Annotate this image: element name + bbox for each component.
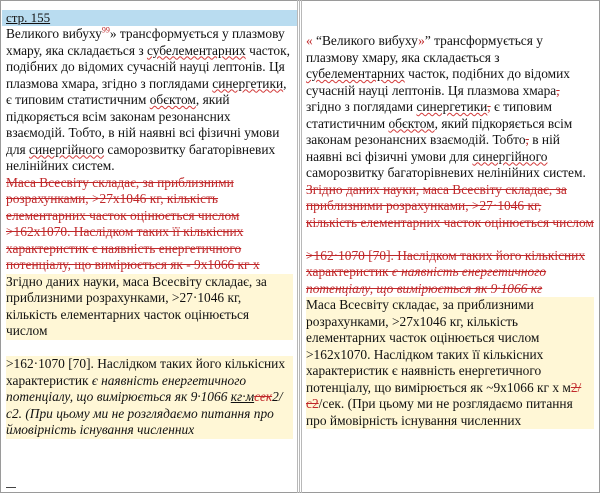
right-paragraph-2	[306, 297, 594, 429]
spellcheck-word[interactable]: синергійного	[472, 148, 548, 164]
deleted-run: ,	[525, 132, 529, 147]
page-label: стр. 155	[6, 10, 51, 25]
deleted-run: ,	[556, 82, 560, 98]
left-column	[2, 0, 297, 493]
inserted-mark: «	[306, 33, 313, 48]
text-run: Великого вибуху	[6, 26, 102, 41]
text-run: є типовим статистичним	[306, 99, 552, 131]
right-deleted-paragraph-1: Згідно даних науки, маса Всесвіту складає, за приблизними розрахунками, >27·1046 кг, кількість елементарних часток оцінюється числом	[306, 181, 594, 230]
blank-line	[6, 340, 293, 357]
right-paragraph-1	[306, 33, 594, 182]
spellcheck-word[interactable]: субелементарних	[306, 66, 405, 81]
text-run: саморозвитку багаторівневих нелінійних систем.	[6, 141, 276, 173]
section-end-mark	[6, 487, 16, 493]
text-run: ” трансформується у плазмову хмару, яка складається з	[306, 33, 543, 65]
text-run: >162·1070 [70]. Наслідком таких його кількісних характеристик	[6, 356, 286, 388]
text-run: в ній наявні всі фізичні умови для	[306, 132, 560, 164]
left-paragraph-2: Згідно даних науки, маса Всесвіту складає, за приблизними розрахунками, >27·1046 кг, кількість елементарних часток оцінюється числом	[6, 274, 293, 340]
text-run: часток, подібних до відомих сучасній науці лептонів. Ця плазмова хмара	[306, 66, 570, 98]
text-run: » трансформується у плазмову хмару, яка складається з	[6, 26, 285, 58]
spellcheck-word[interactable]: синергійного	[29, 141, 105, 157]
text-run: згідно з поглядами	[306, 99, 417, 114]
italic-run: кг·м	[230, 389, 255, 404]
inserted-mark: »	[418, 33, 425, 48]
footnote-marker: 99	[101, 25, 110, 35]
italic-run: є наявність енергетичного потенціалу, що вимірюється як 9·1066	[6, 372, 247, 404]
deleted-run: ,	[487, 99, 491, 114]
left-paragraph-3	[6, 356, 293, 439]
deleted-italic-run: є наявність енергетичного потенціалу, що вимірюється як 9·1066 кг	[306, 264, 547, 296]
spellcheck-word[interactable]: субелементарних	[146, 42, 246, 58]
page-label-bar	[2, 10, 297, 26]
spellcheck-word[interactable]: синергетики	[212, 75, 284, 91]
left-deleted-paragraph: Маса Всесвіту складає, за приблизними розрахунками, >27х1046 кг, кількість елементарних часток оцінюється числом >162х1070. Наслідком таких її кількісних характеристик є наявність енергетичного потенціалу, що вимірюється як - 9х1066 кг х	[6, 174, 260, 272]
deleted-run: сек	[254, 389, 273, 404]
left-paragraph-1	[6, 26, 293, 175]
right-column	[301, 0, 598, 493]
text-run: /сек. (При цьому ми не розглядаємо питання про ймовірність існування численних	[306, 396, 573, 428]
text-run: часток, подібних до відомих сучасній науці лептонів. Ця плазмова хмара, згідно з поглядами	[6, 42, 290, 91]
italic-run: 2/с2. (При цьому ми не розглядаємо питання про ймовірність існування численних	[6, 389, 283, 437]
deleted-run: >162·1070 [70]. Наслідком таких його кількісних характеристик	[306, 247, 586, 279]
text-run: , є типовим статистичним	[6, 75, 287, 107]
right-deleted-paragraph-2	[306, 248, 594, 298]
spellcheck-word[interactable]: обєктом	[388, 115, 435, 131]
top-spacer	[306, 0, 594, 33]
deleted-run: 2/с2	[306, 379, 582, 411]
spellcheck-word[interactable]: обєктом	[149, 92, 196, 107]
text-run: Маса Всесвіту складає, за приблизними розрахунками, >27х1046 кг, кількість елементарних часток оцінюється числом >162х1070. Наслідком таких її кількісних характеристик є наявність енергетичного потенціалу, що вимірюється як ~9х1066 кг х м	[306, 297, 571, 395]
text-run: , який підкоряється всім законам резонансних взаємодій. Тобто	[306, 115, 573, 147]
blank-line	[306, 231, 594, 248]
text-run: саморозвитку багаторівневих нелінійних систем.	[306, 165, 586, 180]
spellcheck-word[interactable]: синергетики	[416, 99, 488, 114]
text-run: “Великого вибуху	[312, 33, 419, 48]
column-divider	[297, 0, 300, 493]
text-run: , який підкоряється всім законам резонансних взаємодій. Тобто, в ній наявні всі фізичні умови для	[6, 92, 280, 157]
